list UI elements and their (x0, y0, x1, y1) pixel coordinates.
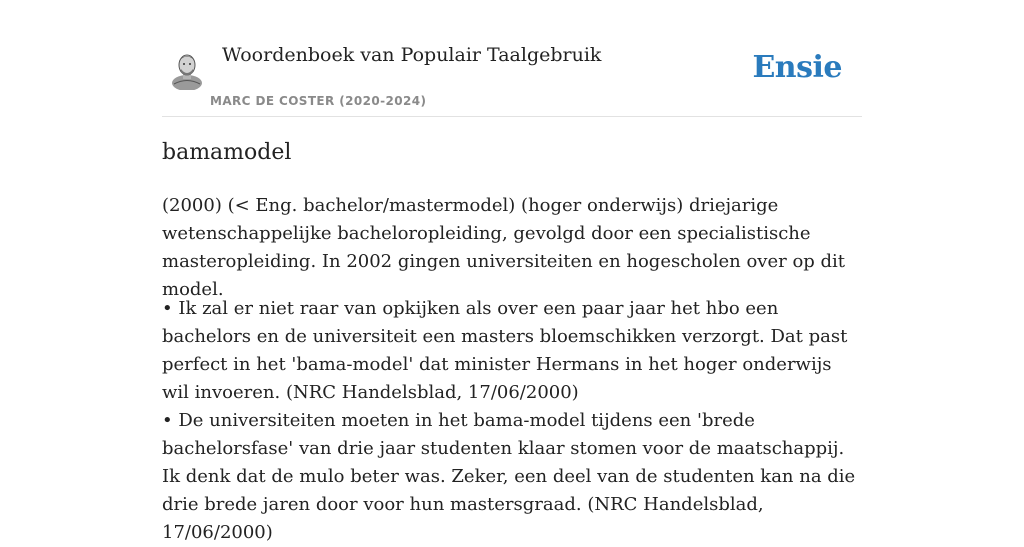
author-credit: MARC DE COSTER (2020-2024) (210, 94, 427, 108)
quote-item: • Ik zal er niet raar van opkijken als over een paar jaar het hbo een bachelors en de universiteit een masters bloemschikken verzorgt. Dat past perfect in het 'bama-model' dat minister Hermans in het hoger onderwijs wil invoeren. (NRC Handelsblad, 17/06/2000) (162, 298, 848, 403)
author-portrait-icon (170, 50, 204, 90)
quote-item: • De universiteiten moeten in het bama-model tijdens een 'brede bachelorsfase' van drie jaar studenten klaar stomen voor de maatschappij. Ik denk dat de mulo beter was. Zeker, een deel van de studenten kan na die drie brede jaren door voor hun mastersgraad. (NRC Handelsblad, 17/06/2000) (162, 410, 856, 543)
dictionary-header (162, 0, 862, 117)
dictionary-title[interactable]: Woordenboek van Populair Taalgebruik (222, 44, 602, 66)
page (162, 0, 862, 543)
ensie-logo[interactable]: Ensie (752, 50, 842, 85)
entry-quotes (162, 295, 862, 547)
entry-headword: bamamodel (162, 140, 292, 165)
entry-definition: (2000) (< Eng. bachelor/mastermodel) (hoger onderwijs) driejarige wetenschappelijke bacheloropleiding, gevolgd door een specialistische masteropleiding. In 2002 gingen universiteiten en hogescholen over op dit model. (162, 195, 846, 300)
